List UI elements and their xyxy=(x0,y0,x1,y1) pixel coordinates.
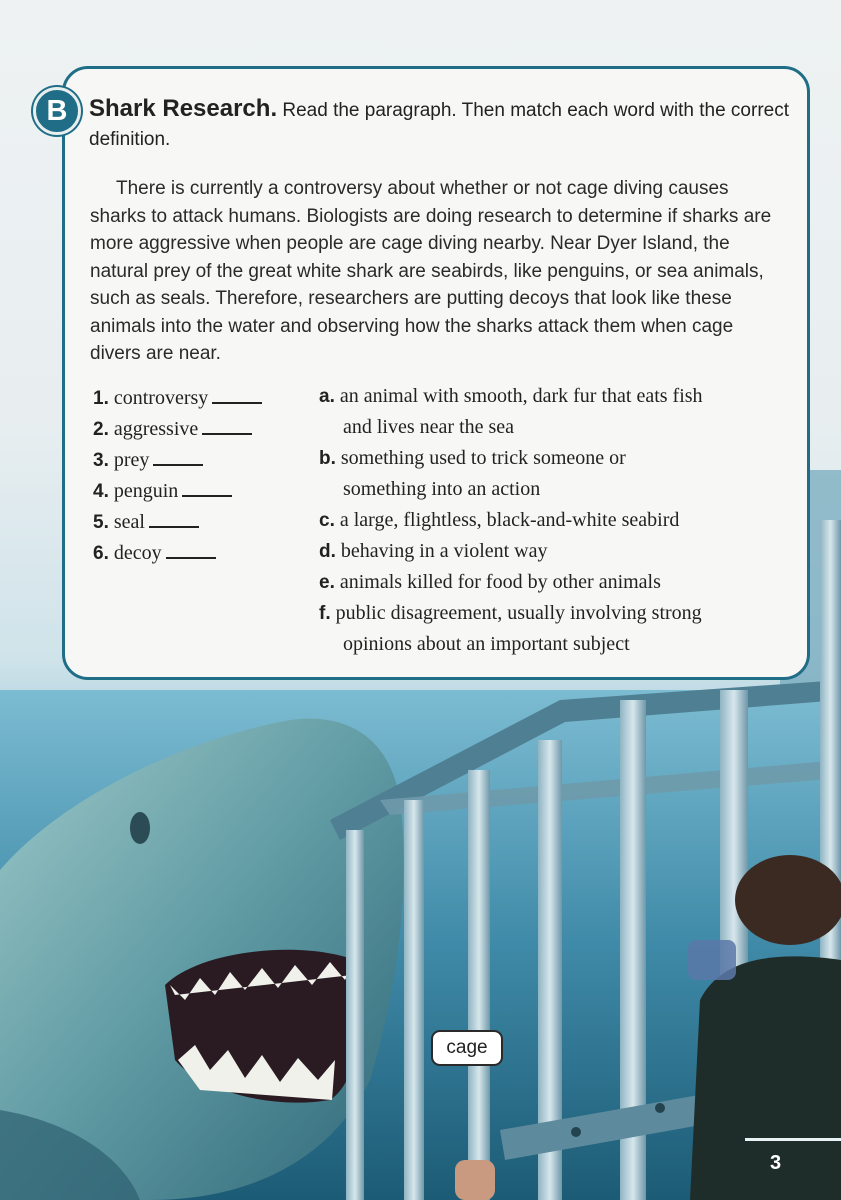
word-item-3: 3. prey xyxy=(93,445,313,476)
paragraph-text: There is currently a controversy about whether or not cage diving causes sharks to attack humans. Biologists are doing research to determine if sharks are more aggressive when people are cage diving nearby. Near Dyer Island, the natural prey of the great white shark are seabirds, like penguins, or sea animals, such as seals. Therefore, researchers are putting decoys that look like these animals into the water and observing how the sharks attack them when cage divers are near. xyxy=(90,178,772,364)
definition-f: f. public disagreement, usually involving strong opinions about an important subject xyxy=(319,602,702,655)
page-rule xyxy=(745,1138,841,1141)
answer-blank[interactable] xyxy=(202,415,252,435)
word-item-1: 1. controversy xyxy=(93,383,313,414)
word-text: decoy xyxy=(113,542,162,564)
reading-paragraph xyxy=(90,175,780,368)
exercise-instruction: Read the paragraph. Then match each word with the correct definition. xyxy=(89,100,789,150)
answer-blank[interactable] xyxy=(149,508,199,528)
word-item-4: 4. penguin xyxy=(93,476,313,507)
word-text: controversy xyxy=(113,387,209,409)
definition-list xyxy=(319,381,789,660)
page-number: 3 xyxy=(770,1152,782,1174)
definition-e: e. animals killed for food by other animals xyxy=(319,571,661,593)
definition-c: c. a large, flightless, black-and-white seabird xyxy=(319,509,680,531)
word-list xyxy=(93,383,313,569)
word-text: aggressive xyxy=(113,418,199,440)
cage-label: cage xyxy=(431,1030,503,1066)
answer-blank[interactable] xyxy=(212,384,262,404)
answer-blank[interactable] xyxy=(182,477,232,497)
definition-b: b. something used to trick someone or something into an action xyxy=(319,447,626,500)
exercise-title: Shark Research. xyxy=(89,95,278,122)
word-item-6: 6. decoy xyxy=(93,538,313,569)
answer-blank[interactable] xyxy=(166,539,216,559)
word-text: seal xyxy=(113,511,145,533)
word-item-5: 5. seal xyxy=(93,507,313,538)
word-item-2: 2. aggressive xyxy=(93,414,313,445)
answer-blank[interactable] xyxy=(153,446,203,466)
definition-d: d. behaving in a violent way xyxy=(319,540,548,562)
word-text: penguin xyxy=(113,480,179,502)
word-text: prey xyxy=(113,449,150,471)
section-badge: B xyxy=(33,87,81,135)
definition-a: a. an animal with smooth, dark fur that eats fish and lives near the sea xyxy=(319,385,703,438)
exercise-heading xyxy=(89,94,789,154)
